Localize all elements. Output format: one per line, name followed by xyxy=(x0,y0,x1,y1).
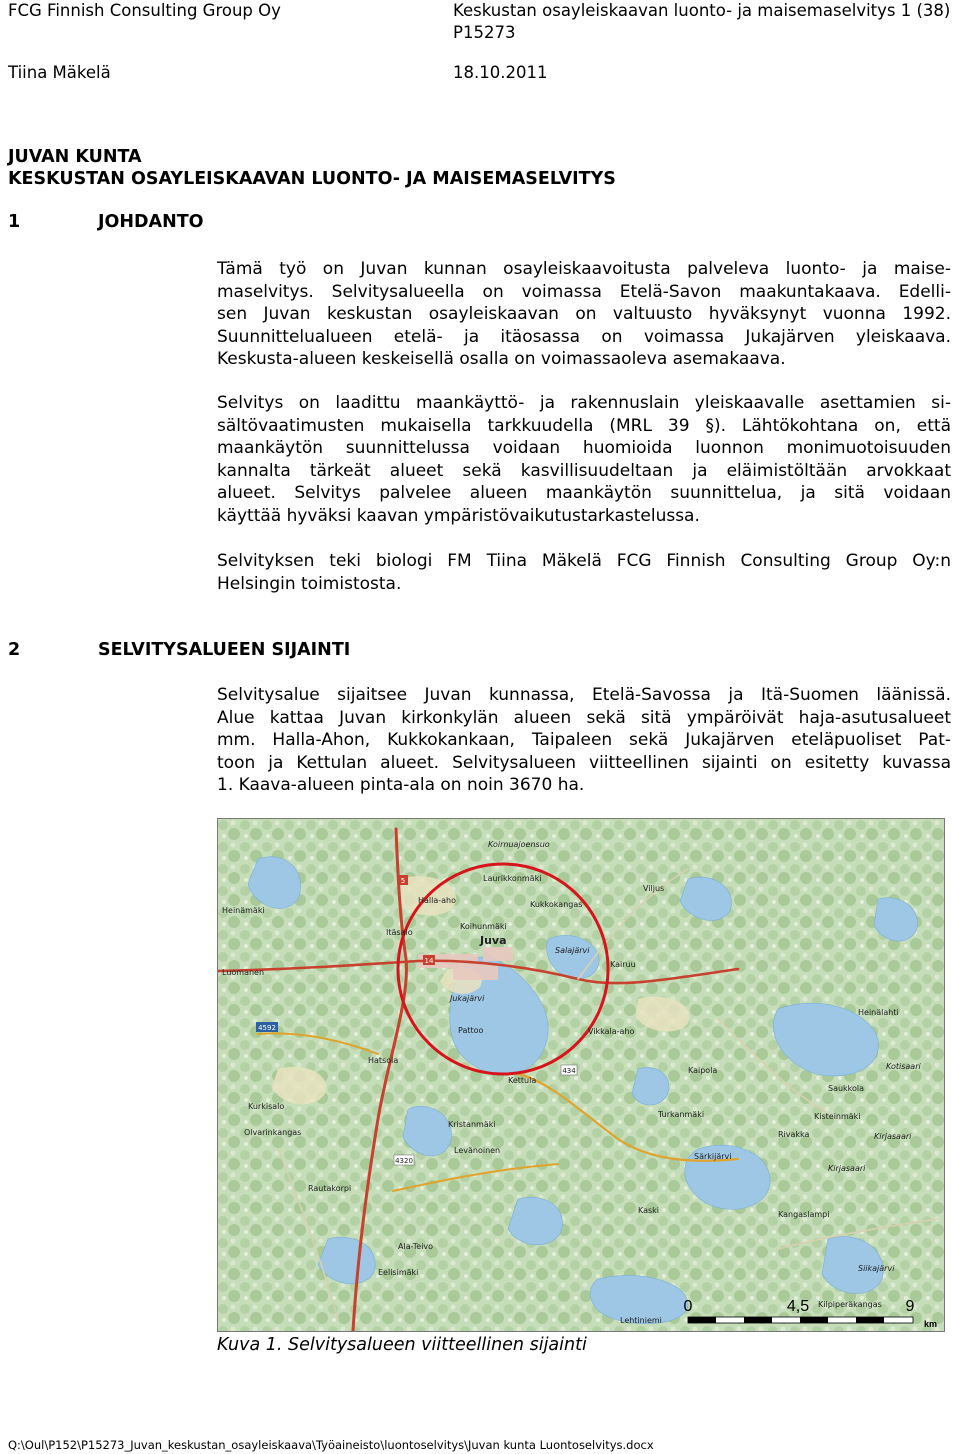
text-line: Selvityksen teki biologi FM Tiina Mäkelä FCG Finnish Consulting Group Oy:n xyxy=(217,551,951,571)
map-label: Heinämäki xyxy=(222,906,265,915)
map-label: Kettula xyxy=(508,1076,537,1085)
map-label: Kisteinmäki xyxy=(814,1112,861,1121)
map-label: Olvarinkangas xyxy=(244,1128,302,1137)
text-line: Helsingin toimistosta. xyxy=(217,573,402,594)
map-label: Koihunmäki xyxy=(460,922,507,931)
map-label: Kairuu xyxy=(610,960,636,969)
section-2-heading xyxy=(8,640,350,660)
text-line: sen Juvan keskustan osayleiskaavan on valtuusto hyväksynyt vuonna 1992. xyxy=(217,304,951,325)
map-label: Kangaslampi xyxy=(778,1210,830,1219)
map-label: Ala-Teivo xyxy=(398,1242,434,1251)
map-label: Kilpiperäkangas xyxy=(818,1300,882,1309)
road-badge: 14 xyxy=(424,957,434,965)
figure-caption: Kuva 1. Selvitysalueen viitteellinen sijainti xyxy=(217,1335,587,1355)
map-label: Itäsalo xyxy=(386,928,413,937)
map-label: Laurikkonmäki xyxy=(483,874,542,883)
text-line: Keskusta-alueen keskeisellä osalla on voimassaoleva asemakaava. xyxy=(217,349,786,370)
section-2-paragraph-1 xyxy=(217,684,951,797)
map-label: Jukajärvi xyxy=(450,994,485,1003)
map-label: Lehtiniemi xyxy=(620,1316,662,1325)
road-badge: 5 xyxy=(400,877,406,885)
map-label: Levänoinen xyxy=(454,1146,501,1155)
text-line: maselvitys. Selvitysalueella on voimassa Etelä-Savon maakuntakaava. Edelli- xyxy=(217,281,951,302)
map-label: Kurkisalo xyxy=(248,1102,285,1111)
section-1-title: JOHDANTO xyxy=(98,212,204,232)
header-project: P15273 xyxy=(453,23,516,42)
scale-label: 0 xyxy=(683,1298,693,1315)
text-line: käyttää hyväksi kaavan ympäristövaikutustarkastelussa. xyxy=(217,505,700,526)
text-line: Alue kattaa Juvan kirkonkylän alueen sekä sitä ympäröivät haja-asutusalueet xyxy=(217,707,951,728)
map-label: Viljus xyxy=(643,884,665,893)
section-1-heading xyxy=(8,212,204,232)
road-badge: 434 xyxy=(562,1067,576,1075)
header-title-page: Keskustan osayleiskaavan luonto- ja maisemaselvitys 1 (38) xyxy=(453,1,951,20)
map-label: Kirjasaari xyxy=(874,1132,912,1141)
section-1-number: 1 xyxy=(8,212,21,232)
section-1-paragraph-1 xyxy=(217,258,951,371)
section-2-number: 2 xyxy=(8,640,21,660)
map-label: Rivakka xyxy=(778,1130,810,1139)
map-label: Kristanmäki xyxy=(448,1120,496,1129)
location-map xyxy=(217,818,945,1332)
doc-title-municipality: JUVAN KUNTA xyxy=(8,147,142,167)
map-label: Siikajärvi xyxy=(858,1264,895,1273)
text-line: maankäytön suunnittelussa voidaan huomioida luonnon monimuotoisuuden xyxy=(217,438,951,459)
doc-title-main: KESKUSTAN OSAYLEISKAAVAN LUONTO- JA MAISEMASELVITYS xyxy=(8,169,616,189)
text-line: Selvitys on laadittu maankäyttö- ja rakennuslain yleiskaavalle asettamien si- xyxy=(217,393,951,413)
text-line: alueet. Selvitys palvelee alueen maankäytön suunnittelua, ja sitä voidaan xyxy=(217,483,951,504)
header-author: Tiina Mäkelä xyxy=(8,63,111,82)
map-label: Halla-aho xyxy=(418,896,457,905)
section-1-paragraph-3 xyxy=(217,550,951,595)
text-line: Suunnittelualueen etelä- ja itäosassa on voimassa Jukajärven yleiskaava. xyxy=(217,326,951,347)
map-label: Kukkokangas xyxy=(530,900,583,909)
map-label: Kirjasaari xyxy=(828,1164,866,1173)
map-label: Pattoo xyxy=(458,1026,484,1035)
text-line: 1. Kaava-alueen pinta-ala on noin 3670 ha. xyxy=(217,775,585,796)
map-label: Hatsola xyxy=(368,1056,399,1065)
map-label: Turkanmäki xyxy=(658,1110,705,1119)
map-label: Heinälahti xyxy=(858,1008,899,1017)
map-label: Saukkola xyxy=(828,1084,865,1093)
map-label: Kotisaari xyxy=(886,1062,921,1071)
map-label: Juva xyxy=(480,934,507,947)
text-line: mm. Halla-Ahon, Kukkokankaan, Taipaleen sekä Jukajärven eteläpuoliset Pat- xyxy=(217,730,951,751)
section-2-title: SELVITYSALUEEN SIJAINTI xyxy=(98,640,351,660)
map-label: Särkijärvi xyxy=(694,1152,732,1161)
scale-label: 9 xyxy=(905,1298,915,1315)
map-label: Kaski xyxy=(638,1206,660,1215)
map-label: Salajärvi xyxy=(555,946,590,955)
map-label: Eelisimäki xyxy=(378,1268,419,1277)
text-line: Selvitysalue sijaitsee Juvan kunnassa, Etelä-Savossa ja Itä-Suomen läänissä. xyxy=(217,685,951,705)
scale-label: 4,5 xyxy=(786,1298,810,1315)
road-badge: 4320 xyxy=(395,1157,413,1165)
map-label: Rautakorpi xyxy=(308,1184,352,1193)
map-label: Kaipola xyxy=(688,1066,718,1075)
section-1-paragraph-2 xyxy=(217,392,951,528)
text-line: kannalta tärkeät alueet sekä kasvillisuudeltaan ja eläimistöltään arvokkaat xyxy=(217,460,951,481)
footer-file-path: Q:\Oul\P152\P15273_Juvan_keskustan_osayleiskaava\Työaineisto\luontoselvitys\Juvan kunta Luontoselvitys.docx xyxy=(8,1438,654,1452)
header-company: FCG Finnish Consulting Group Oy xyxy=(8,1,281,20)
header-date: 18.10.2011 xyxy=(453,63,548,82)
text-line: toon ja Kettulan alueet. Selvitysalueen viitteellinen sijainti on esitetty kuvassa xyxy=(217,752,951,773)
scale-unit: km xyxy=(924,1319,938,1329)
text-line: sältövaatimusten mukaisella tarkkuudella (MRL 39 §). Lähtökohtana on, että xyxy=(217,415,951,436)
map-label: Vikkala-aho xyxy=(588,1027,635,1036)
map-label: Luomanen xyxy=(222,968,265,977)
map-label: Koirnuajoensuo xyxy=(488,840,550,849)
text-line: Tämä työ on Juvan kunnan osayleiskaavoitusta palveleva luonto- ja maise- xyxy=(217,259,951,279)
road-badge: 4592 xyxy=(258,1024,276,1032)
